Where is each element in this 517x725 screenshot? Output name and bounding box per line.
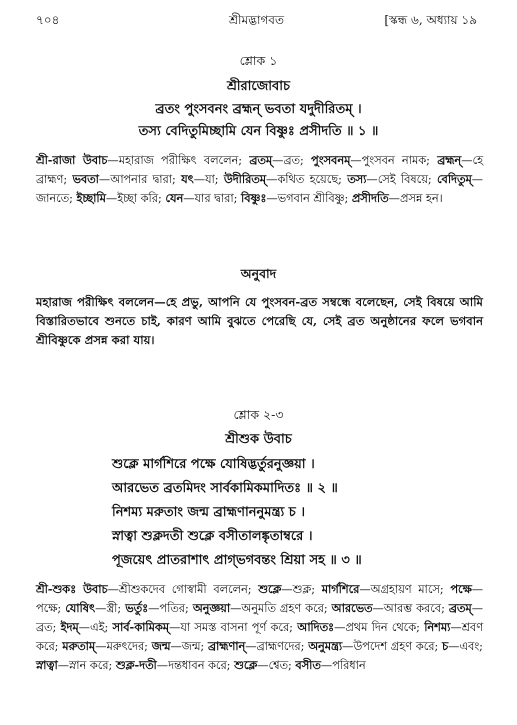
verse-line: ব্রতং পুংসবনং ব্রহ্মন্ ভবতা যদুদীরিতম্ । [155, 102, 362, 117]
synonym-meaning: মরুৎদের; [106, 640, 148, 653]
synonym-meaning: যার দ্বারা; [194, 192, 238, 205]
synonym-term: ব্রাহ্মণান্ [207, 639, 246, 653]
verse-line: নিশম্য মরুতাং জন্ম ব্রাহ্মণাননুমন্ত্র্য চ । [112, 505, 305, 520]
synonym-meaning: এই; [89, 621, 109, 634]
synonym-term: ভর্তুঃ [125, 601, 149, 615]
synonym-term: ব্রতম্ [448, 601, 472, 615]
synonym-term: বিষ্ণুঃ [241, 191, 267, 205]
synonym-term: মার্গশিরে [321, 582, 360, 596]
running-header [36, 12, 477, 30]
synonym-term: ইদম্ [60, 620, 79, 634]
page-number: ৭০৪ [36, 13, 60, 27]
synonym-meaning: মহারাজ পরীক্ষিৎ বললেন; [118, 154, 243, 167]
synonym-term: শুক্ল-দতী [115, 658, 157, 672]
synonym-meaning: সেই বিষয়ে; [377, 173, 432, 186]
synonym-meaning: হে ব্রাহ্মণ; [36, 154, 484, 186]
synonym-term: যৎ [181, 172, 194, 186]
verse-line: স্নাত্বা শুক্লদতী শুক্লে বসীতালঙ্কৃতাম্বরে । [112, 529, 313, 544]
verse-heading: শ্লোক ২-৩ [233, 407, 284, 422]
synonym-term: আদিতঃ [297, 620, 335, 634]
synonym-meaning: প্রসন্ন হন। [399, 192, 443, 205]
synonym-meaning: প্রথম দিন থেকে; [345, 621, 420, 634]
synonym-meaning: জানতে; [36, 192, 73, 205]
verse-line: তস্য বেদিতুমিচ্ছামি যেন বিষ্ণুঃ প্রসীদতি ॥ ১ ॥ [138, 124, 379, 139]
synonym-meaning: দন্তধাবন করে; [168, 659, 231, 672]
synonym-term: যেন [165, 191, 184, 205]
synonym-term: বসীত [295, 658, 321, 672]
synonym-term: যোষিৎ [65, 601, 96, 615]
synonym-meaning: ব্রাহ্মণদের; [256, 640, 305, 653]
synonym-meaning: ব্রত; [283, 154, 304, 167]
synonym-meaning: শুক্ল; [292, 583, 316, 596]
verse-speaker: শ্রীরাজোবাচ [226, 79, 291, 94]
synonym-meaning: ব্রত; [36, 621, 57, 634]
synonym-meaning: এবং; [459, 640, 483, 653]
synonym-term: নিশম্য [424, 620, 451, 634]
synonym-meaning: শ্রবণ করে; [36, 621, 484, 653]
synonym-term: অনুমন্ত্র্য [308, 639, 343, 653]
synonym-term: পক্ষে [450, 582, 472, 596]
synonym-term: আরভেত [331, 601, 373, 615]
translation-heading: অনুবাদ [240, 266, 277, 281]
synonym-term: বেদিতুম্ [436, 172, 472, 186]
synonym-term: মরুতাম্ [62, 639, 96, 653]
synonym-meaning: আরম্ভ করবে; [383, 602, 445, 615]
synonym-term: সার্ব-কামিকম্ [112, 620, 170, 634]
synonyms-paragraph: শ্রী-রাজা উবাচ—মহারাজ পরীক্ষিৎ বললেন; ব্রতম্—ব্রত; পুংসবনম্—পুংসবন নামক; ব্রহ্মন্—হে ব্রাহ্মণ; ভবতা—আপনার দ্বারা; যৎ—যা; উদীরিতম্—কথিত হয়েছে; তস্য—সেই বিষয়ে; বেদিতুম্—জানতে; ইচ্ছামি—ইচ্ছা করি; যেন—যার দ্বারা; বিষ্ণুঃ—ভগবান শ্রীবিষ্ণু; প্রসীদতি—প্রসন্ন হন। [36, 153, 484, 205]
verse-speaker: শ্রীশুক উবাচ [225, 432, 292, 447]
synonym-meaning: জন্ম; [181, 640, 205, 653]
synonym-term: জন্ম [151, 639, 171, 653]
synonym-meaning: পতির; [159, 602, 189, 615]
synonym-term: প্রসীদতি [351, 191, 389, 205]
synonym-meaning: স্নান করে; [69, 659, 113, 672]
synonym-term: ভবতা [72, 172, 99, 186]
synonym-meaning: যা; [205, 173, 219, 186]
synonym-meaning: আপনার দ্বারা; [110, 173, 176, 186]
verse-line: পূজয়েৎ প্রাতরাশাৎ প্রাগ্ভগবন্তং শ্রিয়া সহ ॥ ৩ ॥ [112, 553, 362, 568]
synonym-meaning: ইচ্ছা করি; [117, 192, 162, 205]
synonym-term: শ্রী-রাজা উবাচ [36, 153, 108, 167]
synonym-term: ব্রতম্ [249, 153, 273, 167]
synonym-term: চ [442, 639, 449, 653]
synonym-term: ইচ্ছামি [76, 191, 106, 205]
synonym-term: শুক্লে [234, 658, 258, 672]
synonym-term: শ্রী-শুকঃ উবাচ [36, 582, 108, 596]
synonym-term: অনুজ্ঞয়া [192, 601, 231, 615]
synonym-term: স্নাত্বা [36, 658, 58, 672]
synonym-term: ব্রহ্মন্ [437, 153, 462, 167]
synonym-meaning: অগ্রহায়ণ মাসে; [370, 583, 444, 596]
synonym-meaning: শ্বেত; [268, 659, 292, 672]
synonym-meaning: পুংসবন নামক; [361, 154, 430, 167]
synonym-term: পুংসবনম্ [311, 153, 351, 167]
synonyms-paragraph: শ্রী-শুকঃ উবাচ—শ্রীশুকদেব গোস্বামী বললেন; শুক্লে—শুক্ল; মার্গশিরে—অগ্রহায়ণ মাসে; পক্ষে—পক্ষে; যোষিৎ—স্ত্রী; ভর্তুঃ—পতির; অনুজ্ঞয়া—অনুমতি গ্রহণ করে; আরভেত—আরম্ভ করবে; ব্রতম্—ব্রত; ইদম্—এই; সার্ব-কামিকম্—যা সমস্ত বাসনা পূর্ণ করে; আদিতঃ—প্রথম দিন থেকে; নিশম্য—শ্রবণ করে; মরুতাম্—মরুৎদের; জন্ম—জন্ম; ব্রাহ্মণান্—ব্রাহ্মণদের; অনুমন্ত্র্য—উপদেশ গ্রহণ করে; চ—এবং; স্নাত্বা—স্নান করে; শুক্ল-দতী—দন্তধাবন করে; শুক্লে—শ্বেত; বসীত—পরিধান [36, 582, 484, 672]
synonym-term: উদীরিতম্ [223, 172, 267, 186]
synonym-meaning: স্ত্রী; [106, 602, 122, 615]
verse-line: আরভেত ব্রতমিদং সার্বকামিকমাদিতঃ ॥ ২ ॥ [112, 481, 338, 496]
verse-heading: শ্লোক ১ [239, 53, 278, 68]
synonym-term: তস্য [347, 172, 367, 186]
synonym-meaning: উপদেশ গ্রহণ করে; [353, 640, 439, 653]
synonym-meaning: অনুমতি গ্রহণ করে; [241, 602, 328, 615]
verse-line: শুক্লে মার্গশিরে পক্ষে যোষিদ্ভর্তুরনুজ্ঞয়া । [112, 457, 315, 472]
chapter-location: [স্কন্ধ ৬, অধ্যায় ১৯ [384, 13, 477, 27]
synonym-term: শুক্লে [258, 582, 282, 596]
synonym-meaning: পরিধান [332, 659, 366, 672]
synonym-meaning: ভগবান শ্রীবিষ্ণু; [277, 192, 349, 205]
synonym-meaning: যা সমস্ত বাসনা পূর্ণ করে; [180, 621, 293, 634]
synonym-meaning: কথিত হয়েছে; [277, 173, 342, 186]
synonym-meaning: শ্রীশুকদেব গোস্বামী বললেন; [118, 583, 252, 596]
translation-paragraph: মহারাজ পরীক্ষিৎ বললেন—হে প্রভু, আপনি যে পুংসবন-ব্রত সম্বন্ধে বলেছেন, সেই বিষয়ে আমি বিস্তারিতভাবে শুনতে চাই, কারণ আমি বুঝতে পেরেছি যে, সেই ব্রত অনুষ্ঠানের ফলে ভগবান শ্রীবিষ্ণুকে প্রসন্ন করা যায়। [36, 295, 483, 347]
book-title: শ্রীমদ্ভাগবত [228, 13, 284, 27]
synonym-meaning: পক্ষে; [36, 602, 62, 615]
